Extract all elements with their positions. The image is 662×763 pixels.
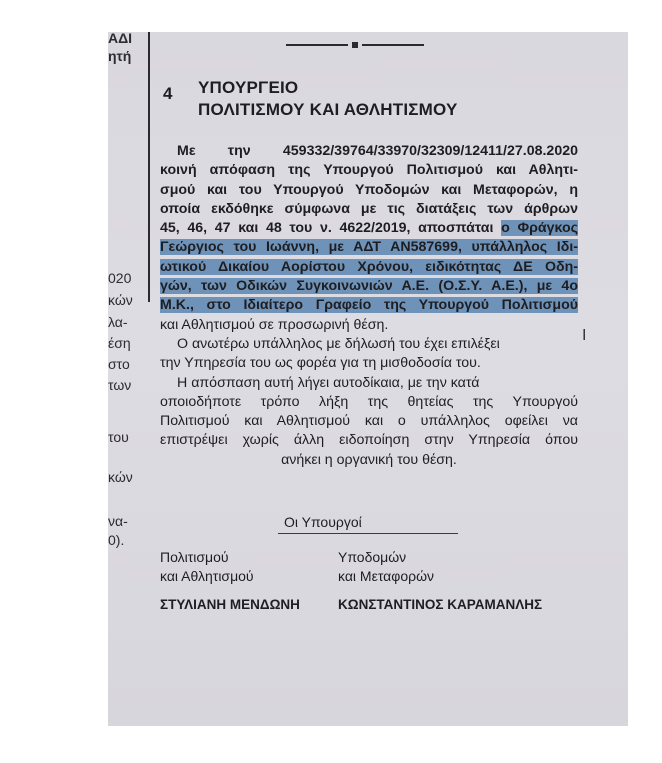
fragment: κών xyxy=(108,292,133,308)
signature-ministry-line: και Αθλητισμού xyxy=(160,568,254,584)
signature-left xyxy=(160,548,300,614)
signature-ministry-line: και Μεταφορών xyxy=(338,568,435,584)
text-line: και Αθλητισμού σε προσωρινή θέση. xyxy=(160,316,389,333)
text-line: Η απόσπαση αυτή λήγει αυτοδίκαια, με την κατά xyxy=(177,374,480,391)
column-divider xyxy=(148,32,150,302)
text-line: Ο ανωτέρω υπάλληλος με δήλωσή του έχει επιλέξει xyxy=(177,335,500,352)
fragment: κών xyxy=(108,469,133,485)
text-line: ανήκει η οργανική του θέση. xyxy=(281,451,457,468)
text-line xyxy=(160,277,578,296)
heading-line: ΠΟΛΙΤΙΣΜΟΥ ΚΑΙ ΑΘΛΗΤΙΣΜΟΥ xyxy=(198,100,458,119)
text-line: οποία εκδόθηκε σύμφωνα με τις διατάξεις των άρθρων xyxy=(160,200,578,217)
text-line xyxy=(160,219,578,238)
fragment: λα- xyxy=(108,314,128,330)
section-ornament xyxy=(286,42,426,48)
signatory-name: ΣΤΥΛΙΑΝΗ ΜΕΝΔΩΝΗ xyxy=(160,597,300,612)
fragment: ΑΔΙ xyxy=(108,32,133,46)
previous-column-fragments xyxy=(108,32,146,726)
text-line xyxy=(160,238,578,257)
text-line: κοινή απόφαση της Υπουργού Πολιτισμού και Αθλητι- xyxy=(160,162,578,179)
text-line: την Υπηρεσία του ως φορέα για τη μισθοδοσία του. xyxy=(160,355,481,372)
text-line: σμού και του Υπουργού Υποδομών και Μεταφορών, η xyxy=(160,181,578,198)
fragment: του xyxy=(108,429,129,445)
text-line: οποιοδήποτε τρόπο λήξη της θητείας της Υπουργού xyxy=(160,393,578,410)
highlighted-text: γών, των Οδικών Συγκοινωνιών Α.Ε. (Ο.Σ.Υ. Α.Ε.), με 4ο xyxy=(160,278,578,295)
fragment: έση xyxy=(108,335,131,351)
text-line xyxy=(160,258,578,277)
heading-line: ΥΠΟΥΡΓΕΙΟ xyxy=(198,78,299,97)
highlighted-text: Μ.Κ., στο Ιδιαίτερο Γραφείο της Υπουργού Πολιτισμού xyxy=(160,297,578,314)
signatures-title: Οι Υπουργοί xyxy=(284,514,362,530)
signature-ministry-line: Πολιτισμού xyxy=(160,549,229,565)
text-line: επιστρέψει χωρίς άλλη ειδοποίηση στην Υπηρεσία όπου xyxy=(160,432,578,449)
text-cursor-icon: I xyxy=(582,327,587,344)
fragment: των xyxy=(108,377,132,393)
highlighted-text: ωτικού Δικαίου Αορίστου Χρόνου, ειδικότητας ΔΕ Οδη- xyxy=(160,258,578,275)
decision-text xyxy=(160,142,578,470)
highlighted-text: Γεώργιος του Ιωάννη, με ΑΔΤ ΑΝ587699, υπάλληλος Ιδι- xyxy=(160,239,578,256)
section-number: 4 xyxy=(163,84,173,103)
signatory-name: ΚΩΝΣΤΑΝΤΙΝΟΣ ΚΑΡΑΜΑΝΛΗΣ xyxy=(338,597,543,612)
text-segment: 45, 46, 47 και 48 του ν. 4622/2019, αποσπάται xyxy=(160,220,502,237)
fragment: 020 xyxy=(108,270,132,286)
fragment: στο xyxy=(108,356,130,372)
ministry-heading xyxy=(198,77,458,121)
text-line: Με την 459332/39764/33970/32309/12411/27.08.2020 xyxy=(177,143,578,159)
fragment: 0). xyxy=(108,532,125,548)
fragment: να- xyxy=(108,513,128,529)
document-photo xyxy=(108,32,628,726)
signature-right xyxy=(338,548,542,614)
signature-ministry-line: Υποδομών xyxy=(338,549,407,565)
text-line xyxy=(160,296,578,315)
highlighted-text: ο Φράγκος xyxy=(501,220,578,237)
fragment: ητή xyxy=(108,48,132,64)
signature-divider xyxy=(278,533,458,534)
text-line: Πολιτισμού και Αθλητισμού και ο υπάλληλος οφείλει να xyxy=(160,413,578,430)
